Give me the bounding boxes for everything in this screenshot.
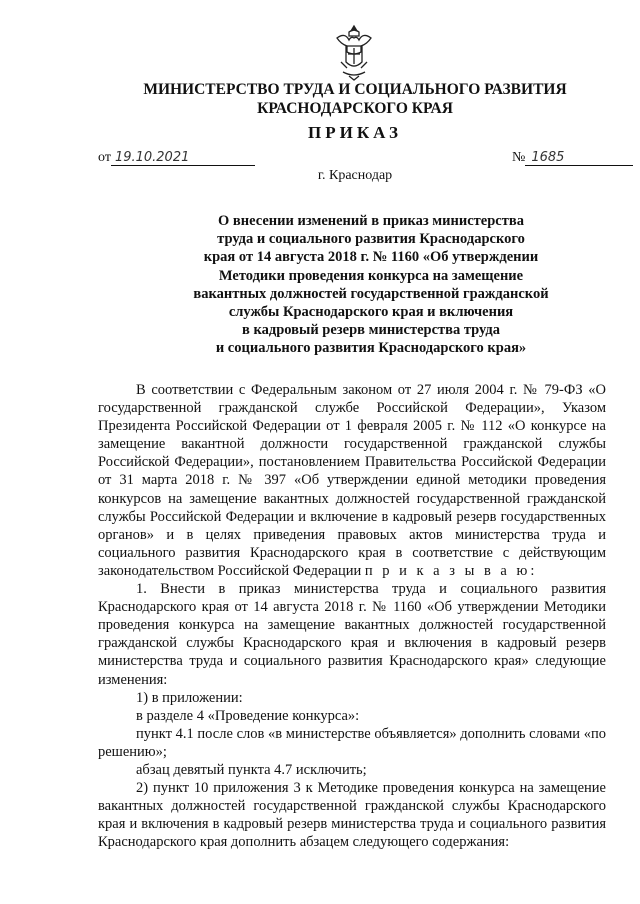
number-prefix: № (512, 150, 526, 165)
date-value: 19.10.2021 (111, 150, 255, 166)
preamble-paragraph (98, 381, 606, 580)
city (0, 168, 640, 184)
title-line: вакантных должностей государственной гражданской (193, 285, 549, 302)
coat-of-arms-icon (331, 22, 377, 82)
ministry-line-2: КРАСНОДАРСКОГО КРАЯ (257, 100, 453, 117)
order-word: п р и к а з ы в а ю: (364, 562, 538, 579)
paragraph: 2) пункт 10 приложения 3 к Методике проведения конкурса на замещение вакантных должностей государственной гражданской службы Краснодарского края и включения в кадровый резерв министерства труда и социального развития Краснодарского края дополнить абзацем следующего содержания: (98, 780, 606, 851)
title-line: края от 14 августа 2018 г. № 1160 «Об утверждении (203, 249, 539, 266)
title-line: Методики проведения конкурса на замещение (218, 267, 524, 284)
paragraph: пункт 4.1 после слов «в министерстве объявляется» дополнить словами «по решению»; (98, 725, 606, 760)
document-title (176, 212, 566, 358)
date-prefix: от (98, 150, 111, 165)
document-type (0, 123, 640, 143)
paragraph: в разделе 4 «Проведение конкурса»: (136, 707, 360, 724)
paragraph: абзац девятый пункта 4.7 исключить; (136, 761, 367, 778)
number-value: 1685 (525, 150, 633, 166)
title-line: в кадровый резерв министерства труда (242, 322, 500, 339)
ministry-name (0, 80, 640, 118)
number-field (512, 150, 633, 166)
city-label: г. Краснодар (317, 168, 393, 183)
title-line: О внесении изменений в приказ министерства (218, 213, 524, 229)
preamble-text: В соответствии с Федеральным законом от 27 июля 2004 г. № 79-ФЗ «О государственной гражданской службе Российской Федерации», Указом Президента Российской Федерации от 1 февраля 2005 г. № 112 «О конкурсе на замещение вакантной должности государственной гражданской службы Российской Федерации», постановлением Правительства Российской Федерации от 31 марта 2018 г. № 397 «Об утверждении единой методики проведения конкурсов на замещение вакантных должностей государственной гражданской службы Российской Федерации и включение в кадровый резерв государственных органов» и в целях приведения правовых актов министерства труда и социального развития Краснодарского края в соответствие с действующим законодательством Российской Федерации (98, 382, 606, 579)
title-line: службы Краснодарского края и включения (228, 304, 514, 321)
title-line: труда и социального развития Краснодарского (217, 231, 525, 248)
paragraph: 1. Внести в приказ министерства труда и социального развития Краснодарского края от 14 августа 2018 г. № 1160 «Об утверждении Методики проведения конкурса на замещение вакантных должностей государственной гражданской службы Краснодарского края и включения в кадровый резерв министерства труда и социального развития Краснодарского края» следующие изменения: (98, 581, 606, 688)
date-field (98, 150, 255, 166)
ministry-line-1: МИНИСТЕРСТВО ТРУДА И СОЦИАЛЬНОГО РАЗВИТИЯ (143, 81, 567, 98)
title-line: и социального развития Краснодарского края» (215, 340, 527, 357)
document-type-label: ПРИКАЗ (308, 123, 402, 142)
paragraph: 1) в приложении: (136, 689, 243, 706)
document-body (98, 381, 606, 851)
